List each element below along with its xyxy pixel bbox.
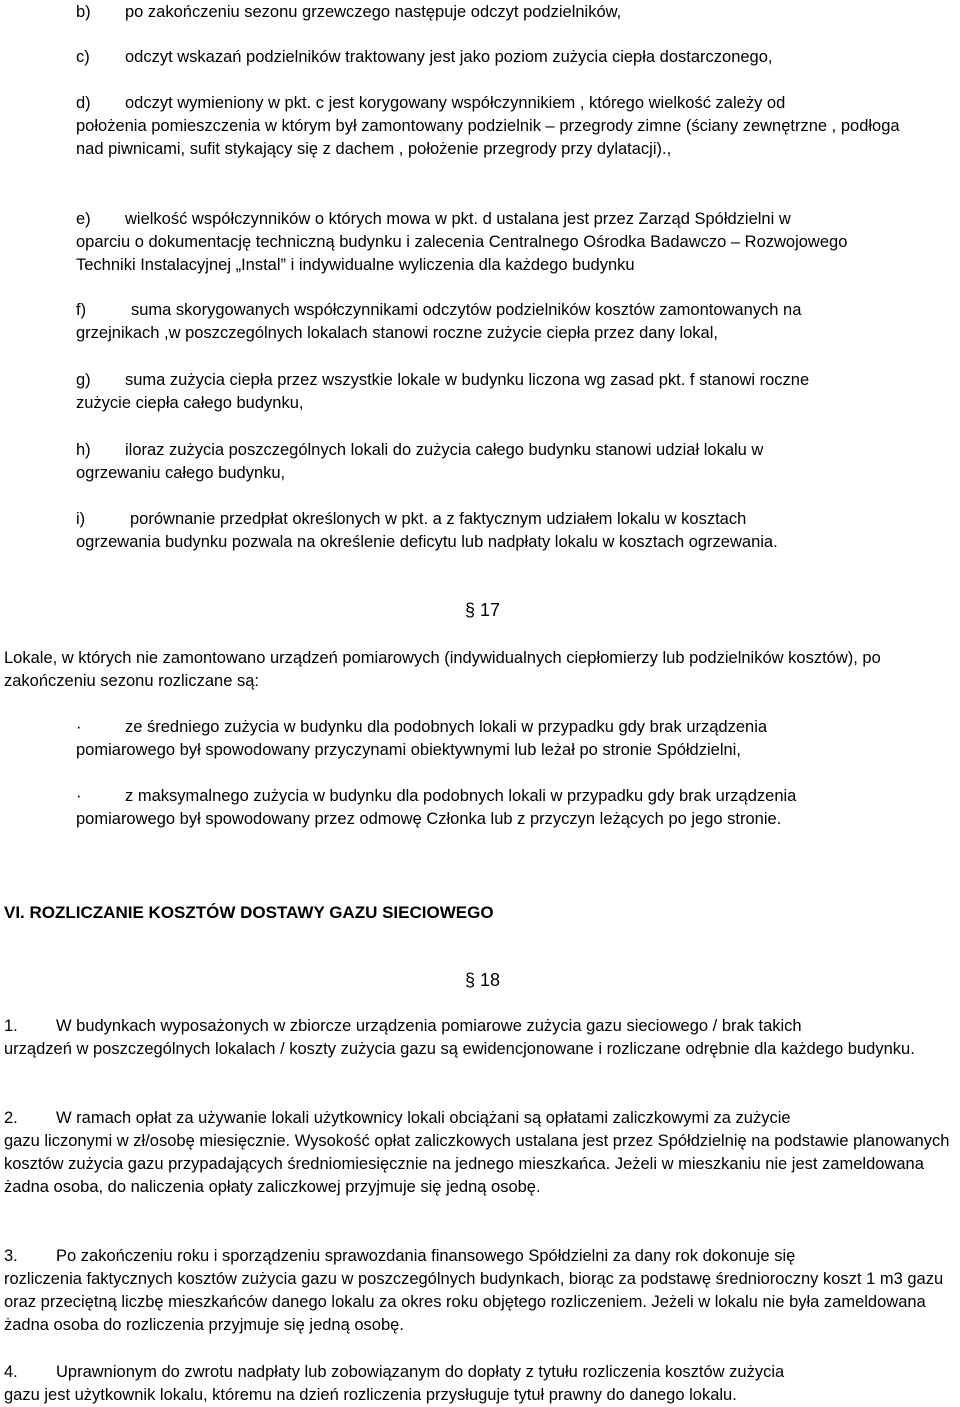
list-item-c [76,46,946,69]
point-text-rest: gazu jest użytkownik lokalu, któremu na dzień rozliczenia przysługuje tytuł prawny do danego lokalu. [4,1386,737,1404]
item-text-first: odczyt wymieniony w pkt. c jest korygowany współczynnikiem , którego wielkość zależy od [125,94,786,112]
section-17-title: § 17 [465,600,501,620]
point-number: 3. [4,1247,18,1265]
item-label: b) [76,3,91,21]
bullet-item [76,785,956,831]
point-number: 1. [4,1017,18,1035]
item-text-rest: ogrzewaniu całego budynku, [76,464,286,482]
point-text-first: W budynkach wyposażonych w zbiorcze urządzenia pomiarowe zużycia gazu sieciowego / brak takich [56,1017,802,1035]
point-text-first: Po zakończeniu roku i sporządzeniu sprawozdania finansowego Spółdzielni za dany rok dokonuje się [56,1247,796,1265]
list-item-h [76,439,956,485]
item-text-rest: oparciu o dokumentację techniczną budynku i zalecenia Centralnego Ośrodka Badawczo – Rozwojowego Techniki Instalacyjnej „Instal” i indywidualne wyliczenia dla każdego budynku [76,233,848,274]
item-label: i) [76,510,86,528]
bullet-text-first: ze średniego zużycia w budynku dla podobnych lokali w przypadku gdy brak urządzenia [125,718,768,736]
item-text-first: wielkość współczynników o których mowa w pkt. d ustalana jest przez Zarząd Spółdzielni w [125,210,791,228]
numbered-point-3 [4,1245,959,1337]
bullet-text-rest: pomiarowego był spowodowany przyczynami obiektywnymi lub leżał po stronie Spółdzielni, [76,741,741,759]
section-17-intro: Lokale, w których nie zamontowano urządzeń pomiarowych (indywidualnych ciepłomierzy lub podzielników kosztów), po zakończeniu sezonu rozliczane są: [4,649,881,690]
bullet-mark: · [76,718,82,736]
point-text-first: Uprawnionym do zwrotu nadpłaty lub zobowiązanym do dopłaty z tytułu rozliczenia kosztów zużycia [56,1363,785,1381]
item-text-rest: położenia pomieszczenia w którym był zamontowany podzielnik – przegrody zimne (ściany zewnętrzne , podłoga nad piwnicami, sufit stykający się z dachem , położenie przegrody przy dylatacji)., [76,117,900,158]
item-text-first: iloraz zużycia poszczególnych lokali do zużycia całego budynku stanowi udział lokalu w [125,441,764,459]
bullet-item [76,716,956,762]
item-text-first: suma skorygowanych współczynnikami odczytów podzielników kosztów zamontowanych na [131,301,802,319]
list-item-g [76,369,956,415]
list-item-b [76,1,946,24]
item-text-first: suma zużycia ciepła przez wszystkie lokale w budynku liczona wg zasad pkt. f stanowi roczne [125,371,810,389]
numbered-point-2 [4,1107,959,1199]
item-label: g) [76,371,91,389]
item-label: f) [76,301,87,319]
item-label: d) [76,94,91,112]
item-text-rest: ogrzewania budynku pozwala na określenie deficytu lub nadpłaty lokalu w kosztach ogrzewania. [76,533,778,551]
item-text-rest: zużycie ciepła całego budynku, [76,394,304,412]
item-label: e) [76,210,91,228]
list-item-d [76,92,956,161]
list-item-e [76,208,956,277]
list-item-i [76,508,956,554]
list-item-f [76,299,956,345]
point-text-rest: rozliczenia faktycznych kosztów zużycia gazu w poszczególnych budynkach, biorąc za podstawę średnioroczny koszt 1 m3 gazu oraz przeciętną liczbę mieszkańców danego lokalu za okres roku objętego rozliczeniem. Jeżeli w lokalu nie była zameldowana żadna osoba do rozliczenia przyjmuje się jedną osobę. [4,1270,944,1334]
item-label: h) [76,441,91,459]
item-text: po zakończeniu sezonu grzewczego następuje odczyt podzielników, [125,3,622,21]
bullet-text-rest: pomiarowego był spowodowany przez odmowę Członka lub z przyczyn leżących po jego stronie. [76,810,782,828]
numbered-point-4 [4,1361,959,1407]
section-18-title: § 18 [465,970,501,990]
bullet-mark: · [76,787,82,805]
item-text-rest: grzejnikach ,w poszczególnych lokalach stanowi roczne zużycie ciepła przez dany lokal, [76,324,718,342]
point-text-rest: gazu liczonymi w zł/osobę miesięcznie. Wysokość opłat zaliczkowych ustalana jest przez Spółdzielnię na podstawie planowanych kosztów zużycia gazu przypadających średniomiesięcznie na jednego mieszkańca. Jeżeli w mieszkaniu nie jest zameldowana żadna osoba, do naliczenia opłaty zaliczkowej przyjmuje się jedną osobę. [4,1132,950,1196]
item-label: c) [76,48,90,66]
item-text-first: porównanie przedpłat określonych w pkt. a z faktycznym udziałem lokalu w kosztach [130,510,747,528]
item-text: odczyt wskazań podzielników traktowany jest jako poziom zużycia ciepła dostarczonego, [125,48,773,66]
numbered-point-1 [4,1015,959,1061]
point-text-first: W ramach opłat za używanie lokali użytkownicy lokali obciążani są opłatami zaliczkowymi za zużycie [56,1109,791,1127]
point-text-rest: urządzeń w poszczególnych lokalach / koszty zużycia gazu są ewidencjonowane i rozliczane odrębnie dla każdego budynku. [4,1040,915,1058]
point-number: 2. [4,1109,18,1127]
point-number: 4. [4,1363,18,1381]
bullet-text-first: z maksymalnego zużycia w budynku dla podobnych lokali w przypadku gdy brak urządzenia [125,787,797,805]
chapter-heading: VI. ROZLICZANIE KOSZTÓW DOSTAWY GAZU SIECIOWEGO [4,903,494,922]
